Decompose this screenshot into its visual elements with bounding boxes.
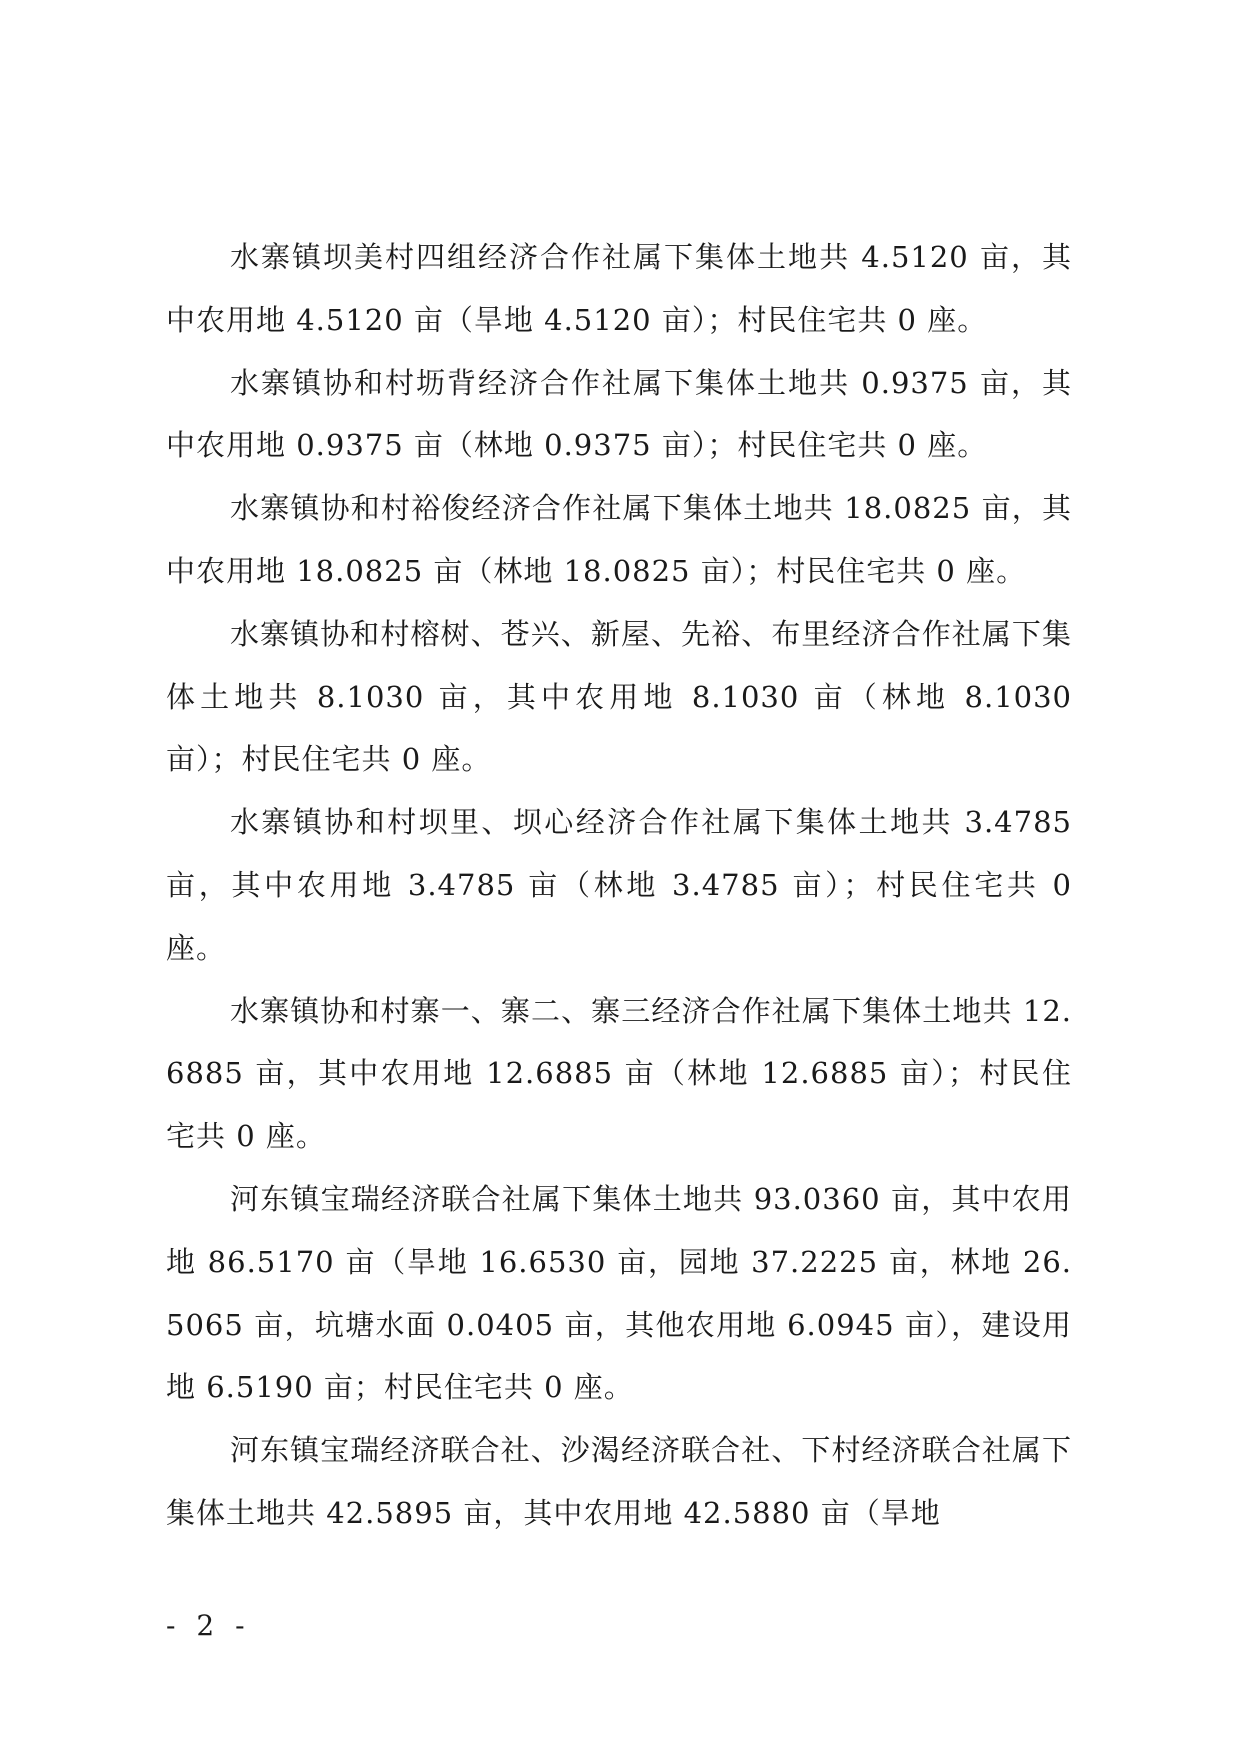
paragraph-2: 水寨镇协和村坜背经济合作社属下集体土地共 0.9375 亩，其中农用地 0.9375 亩（林地 0.9375 亩）；村民住宅共 0 座。 [166, 365, 1072, 463]
paragraph-7: 河东镇宝瑞经济联合社属下集体土地共 93.0360 亩，其中农用地 86.5170 亩（旱地 16.6530 亩，园地 37.2225 亩，林地 26.5065 亩，坑塘水面 0.0405 亩，其他农用地 6.0945 亩），建设用地 6.5190 亩；村民住宅共 0 座。 [166, 1181, 1072, 1405]
document-body [166, 226, 1072, 1545]
paragraph-3: 水寨镇协和村裕俊经济合作社属下集体土地共 18.0825 亩，其中农用地 18.0825 亩（林地 18.0825 亩）；村民住宅共 0 座。 [166, 491, 1072, 588]
page-number: - 2 - [166, 1609, 251, 1642]
paragraph-6: 水寨镇协和村寨一、寨二、寨三经济合作社属下集体土地共 12.6885 亩，其中农用地 12.6885 亩（林地 12.6885 亩）；村民住宅共 0 座。 [166, 993, 1072, 1154]
paragraph-8: 河东镇宝瑞经济联合社、沙渴经济联合社、下村经济联合社属下集体土地共 42.5895 亩，其中农用地 42.5880 亩（旱地 [166, 1433, 1072, 1530]
paragraph-1: 水寨镇坝美村四组经济合作社属下集体土地共 4.5120 亩，其中农用地 4.5120 亩（旱地 4.5120 亩）；村民住宅共 0 座。 [166, 240, 1072, 337]
paragraph-5: 水寨镇协和村坝里、坝心经济合作社属下集体土地共 3.4785 亩，其中农用地 3.4785 亩（林地 3.4785 亩）；村民住宅共 0 座。 [166, 805, 1072, 965]
paragraph-4: 水寨镇协和村榕树、苍兴、新屋、先裕、布里经济合作社属下集体土地共 8.1030 亩，其中农用地 8.1030 亩（林地 8.1030 亩）；村民住宅共 0 座。 [166, 616, 1072, 777]
